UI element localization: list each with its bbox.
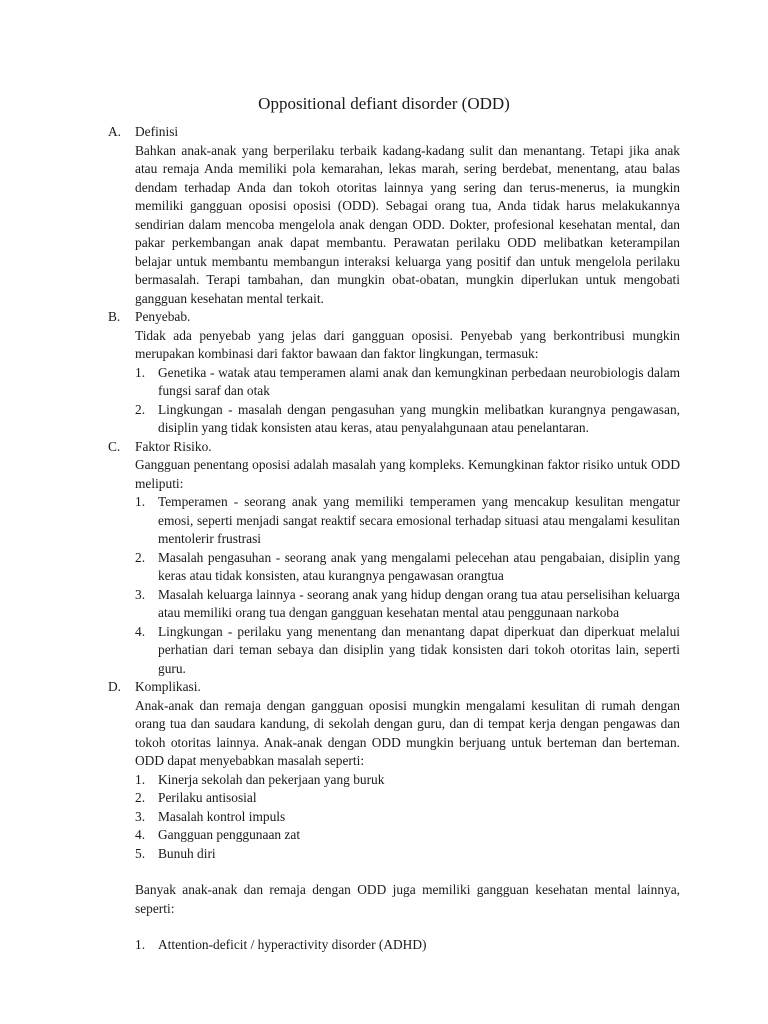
section-heading <box>108 308 680 327</box>
list-item <box>135 549 680 586</box>
section-heading <box>108 678 680 697</box>
list-item-number: 1. <box>135 494 146 509</box>
list-item <box>135 845 680 864</box>
list-item-text: Bunuh diri <box>158 845 216 861</box>
page-title: Oppositional defiant disorder (ODD) <box>258 94 510 113</box>
section-komplikasi <box>108 678 680 955</box>
list-item-text: Perilaku antisosial <box>158 790 257 805</box>
list-item <box>135 808 680 827</box>
numbered-list <box>135 493 680 678</box>
section-letter: D. <box>108 679 122 694</box>
list-item <box>135 789 680 808</box>
list-item-text: Temperamen - seorang anak yang memiliki temperamen yang mencakup kesulitan mengatur emosi, seperti menjadi sangat reaktif secara emosional terhadap situasi atau mengalami kesulitan mentolerir frustrasi <box>158 494 680 546</box>
list-item-text: Genetika - watak atau temperamen alami anak dan kemungkinan perbedaan neurobiologis dalam fungsi saraf dan otak <box>158 364 680 398</box>
list-item-text: Masalah keluarga lainnya - seorang anak yang hidup dengan orang tua atau perselisihan keluarga atau memiliki orang tua dengan gangguan kesehatan mental atau penggunaan narkoba <box>158 586 680 620</box>
list-item-number: 2. <box>135 790 146 805</box>
spacer <box>108 863 680 881</box>
list-item-number: 2. <box>135 401 146 417</box>
list-item-number: 5. <box>135 845 146 861</box>
section-heading <box>108 438 680 457</box>
section-paragraph: Bahkan anak-anak yang berperilaku terbaik kadang-kadang sulit dan menantang. Tetapi jika anak atau remaja Anda memiliki pola kemarahan, lekas marah, sering berdebat, menentang, atau balas dendam terhadap Anda dan tokoh otoritas lainnya yang sering dan terus-menerus, ia mungkin memiliki gangguan oposisi oposisi (ODD). Sebagai orang tua, Anda tidak harus melakukannya sendirian dalam mencoba mengelola anak dengan ODD. Dokter, profesional kesehatan mental, dan pakar perkembangan anak dapat membantu. Perawatan perilaku ODD melibatkan keterampilan belajar untuk membantu membangun interaksi keluarga yang positif dan untuk mengelola perilaku bermasalah. Terapi tambahan, dan mungkin obat-obatan, mungkin diperlukan untuk mengobati gangguan kesehatan mental terkait. <box>135 142 680 306</box>
list-item-number: 1. <box>135 364 146 380</box>
list-item-number: 3. <box>135 808 146 824</box>
section-definisi <box>108 123 680 308</box>
list-item <box>135 401 680 438</box>
section-penyebab <box>108 308 680 438</box>
section-letter: B. <box>108 309 121 324</box>
section-faktor-risiko <box>108 438 680 679</box>
list-item <box>135 936 680 955</box>
section-paragraph: Tidak ada penyebab yang jelas dari gangguan oposisi. Penyebab yang berkontribusi mungkin merupakan kombinasi dari faktor bawaan dan faktor lingkungan, termasuk: <box>135 327 680 361</box>
section-paragraph-2: Banyak anak-anak dan remaja dengan ODD juga memiliki gangguan kesehatan mental lainnya, seperti: <box>135 882 680 916</box>
section-letter: A. <box>108 124 122 139</box>
list-item-text: Kinerja sekolah dan pekerjaan yang buruk <box>158 771 385 787</box>
document-content <box>108 123 680 955</box>
list-item-text: Gangguan penggunaan zat <box>158 827 301 842</box>
spacer <box>108 918 680 936</box>
section-heading <box>108 123 680 142</box>
list-item <box>135 771 680 790</box>
section-paragraph: Gangguan penentang oposisi adalah masalah yang kompleks. Kemungkinan faktor risiko untuk ODD meliputi: <box>135 457 680 491</box>
list-item-text: Masalah pengasuhan - seorang anak yang mengalami pelecehan atau pengabaian, disiplin yang keras atau tidak konsisten, atau kurangnya pengawasan orangtua <box>158 549 680 583</box>
section-title: Definisi <box>135 124 179 139</box>
numbered-list-2 <box>135 936 680 955</box>
list-item <box>135 493 680 549</box>
list-item <box>135 623 680 679</box>
list-item-number: 2. <box>135 549 146 565</box>
list-item-number: 1. <box>135 937 146 952</box>
list-item <box>135 586 680 623</box>
list-item-number: 3. <box>135 586 146 602</box>
section-title: Komplikasi. <box>135 679 201 694</box>
list-item-number: 4. <box>135 827 146 842</box>
section-paragraph: Anak-anak dan remaja dengan gangguan oposisi mungkin mengalami kesulitan di rumah dengan orang tua dan saudara kandung, di sekolah dengan guru, dan di tempat kerja dengan pengawas dan tokoh otoritas lainnya. Anak-anak dengan ODD mungkin berjuang untuk berteman dan berteman. ODD dapat menyebabkan masalah seperti: <box>135 697 680 768</box>
list-item-text: Lingkungan - masalah dengan pengasuhan yang mungkin melibatkan kurangnya pengawasan, disiplin yang tidak konsisten atau keras, atau penyalahgunaan atau penelantaran. <box>158 401 680 435</box>
list-item-text: Masalah kontrol impuls <box>158 808 286 824</box>
section-title: Faktor Risiko. <box>135 438 212 454</box>
list-item-number: 4. <box>135 623 146 639</box>
section-title: Penyebab. <box>135 309 191 324</box>
list-item <box>135 364 680 401</box>
numbered-list <box>135 364 680 438</box>
list-item-number: 1. <box>135 771 146 787</box>
list-item <box>135 826 680 845</box>
numbered-list <box>135 771 680 864</box>
list-item-text: Attention-deficit / hyperactivity disorder (ADHD) <box>158 937 427 952</box>
list-item-text: Lingkungan - perilaku yang menentang dan menantang dapat diperkuat dan diperkuat melalui perhatian dari teman sebaya dan disiplin yang tidak konsisten dari tokoh otoritas lain, seperti guru. <box>158 623 680 676</box>
section-letter: C. <box>108 438 121 454</box>
